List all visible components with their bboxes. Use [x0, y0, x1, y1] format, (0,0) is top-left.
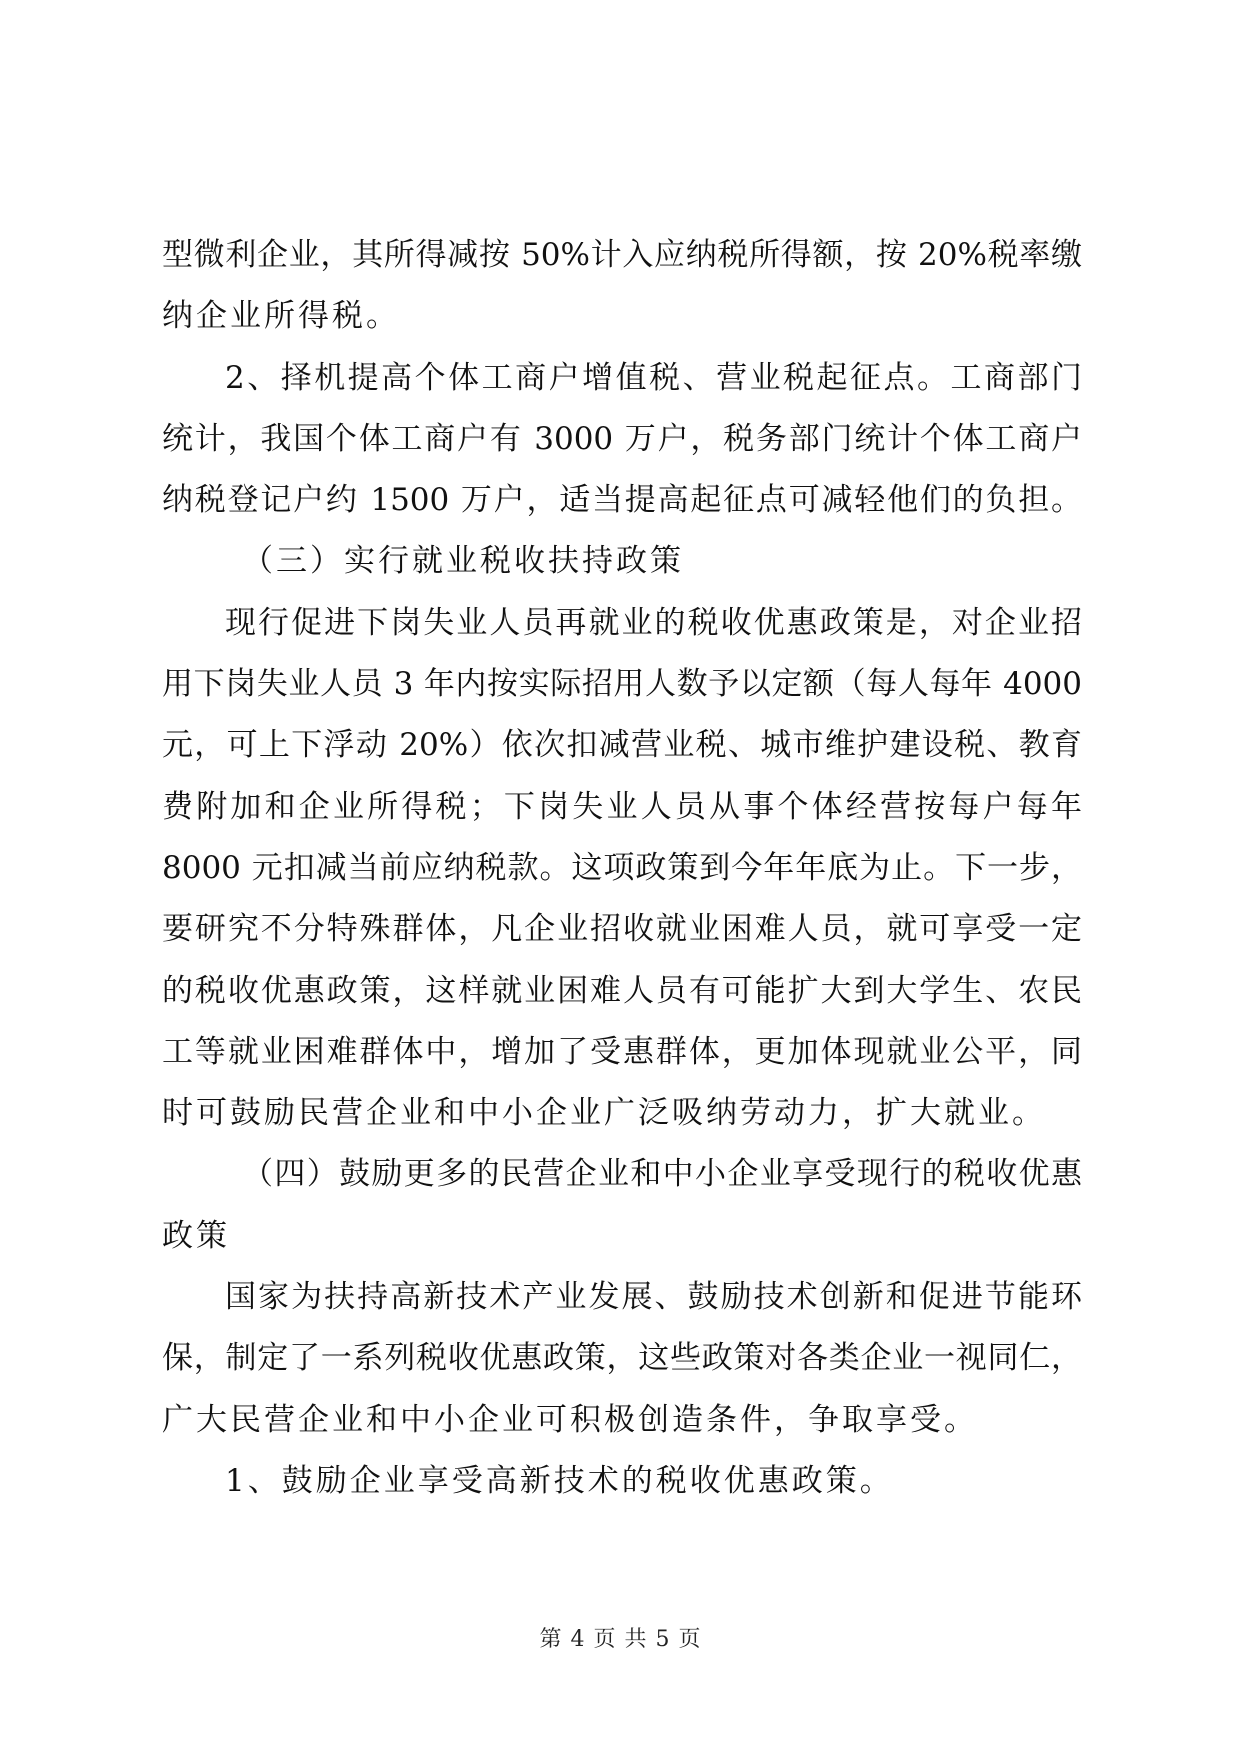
text-line: 元，可上下浮动 20%）依次扣减营业税、城市维护建设税、教育 [162, 727, 1082, 764]
text-line: 8000 元扣减当前应纳税款。这项政策到今年年底为止。下一步， [162, 849, 1082, 886]
section-heading: （三）实行就业税收扶持政策 [242, 543, 684, 580]
page-footer: 第 4 页 共 5 页 [539, 1627, 702, 1652]
text-line: 广大民营企业和中小企业可积极创造条件，争取享受。 [162, 1401, 978, 1438]
text-line: 纳企业所得税。 [162, 298, 400, 335]
text-line: 1、鼓励企业享受高新技术的税收优惠政策。 [225, 1462, 894, 1499]
text-line: 工等就业困难群体中，增加了受惠群体，更加体现就业公平，同 [162, 1033, 1082, 1070]
document-body [162, 225, 1082, 1512]
text-line: 费附加和企业所得税；下岗失业人员从事个体经营按每户每年 [162, 788, 1082, 825]
text-line: 用下岗失业人员 3 年内按实际招用人数予以定额（每人每年 4000 [162, 666, 1082, 703]
section-heading: （四）鼓励更多的民营企业和中小企业享受现行的税收优惠 [242, 1156, 1082, 1193]
text-line: 统计，我国个体工商户有 3000 万户，税务部门统计个体工商户 [162, 420, 1082, 457]
text-line: 2、择机提高个体工商户增值税、营业税起征点。工商部门 [225, 359, 1082, 396]
text-line: 的税收优惠政策，这样就业困难人员有可能扩大到大学生、农民 [162, 972, 1082, 1009]
text-line: 国家为扶持高新技术产业发展、鼓励技术创新和促进节能环 [225, 1279, 1082, 1316]
text-line: 时可鼓励民营企业和中小企业广泛吸纳劳动力，扩大就业。 [162, 1095, 1046, 1132]
text-line: 保，制定了一系列税收优惠政策，这些政策对各类企业一视同仁， [162, 1340, 1082, 1377]
text-line: 现行促进下岗失业人员再就业的税收优惠政策是，对企业招 [225, 604, 1082, 641]
text-line: 纳税登记户约 1500 万户，适当提高起征点可减轻他们的负担。 [162, 482, 1082, 519]
text-line: 要研究不分特殊群体，凡企业招收就业困难人员，就可享受一定 [162, 911, 1082, 948]
section-heading-continued: 政策 [162, 1217, 230, 1254]
text-line: 型微利企业，其所得减按 50%计入应纳税所得额，按 20%税率缴 [162, 237, 1082, 273]
